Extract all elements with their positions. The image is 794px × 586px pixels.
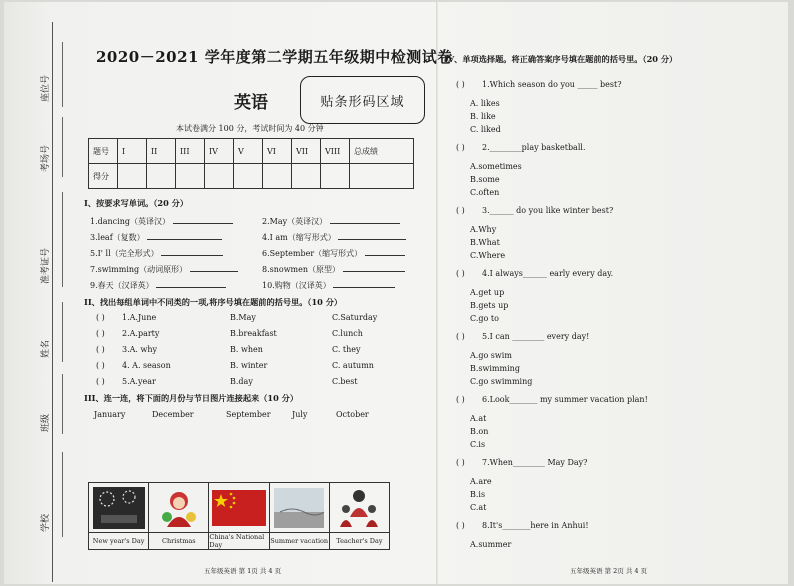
mc-option[interactable]: C.often — [470, 188, 500, 197]
answer-paren[interactable]: ( ) — [96, 377, 105, 386]
mc-option[interactable]: C.go swimming — [470, 377, 533, 386]
question-item: 10.购物（汉译英） — [262, 281, 331, 290]
score-cell: VIII — [321, 139, 350, 164]
answer-blank[interactable] — [365, 255, 405, 256]
question-item: 4.I am（缩写形式） — [262, 233, 336, 242]
question-item: 5.I' ll（完全形式） — [90, 249, 159, 258]
exam-paper — [4, 2, 788, 584]
score-table — [88, 138, 414, 189]
holiday-picture[interactable] — [209, 483, 269, 549]
month-label[interactable]: January — [94, 410, 126, 419]
score-table-score-row — [89, 164, 414, 189]
holiday-picture[interactable] — [330, 483, 389, 549]
binding-blank[interactable] — [62, 192, 63, 287]
mc-option[interactable]: B.on — [470, 427, 489, 436]
answer-paren[interactable]: ( ) — [456, 395, 465, 404]
score-input[interactable] — [234, 164, 263, 189]
option-b: B.day — [230, 377, 253, 386]
score-cell: 题号 — [89, 139, 118, 164]
mc-option[interactable]: A.at — [470, 414, 487, 423]
question-item: 3.leaf（复数） — [90, 233, 145, 242]
option-a: 1.A.June — [122, 313, 157, 322]
binding-blank[interactable] — [62, 302, 63, 362]
score-cell: VI — [263, 139, 292, 164]
section4-heading: IV、单项选择题。将正确答案序号填在题前的括号里。（20 分） — [444, 54, 678, 64]
mc-option[interactable]: A.summer — [470, 540, 512, 549]
question-item: 8.snowmen（原型） — [262, 265, 341, 274]
teacher-students-icon — [336, 487, 382, 529]
answer-paren[interactable]: ( ) — [456, 521, 465, 530]
page-fold — [436, 2, 438, 584]
mc-option[interactable]: B.some — [470, 175, 500, 184]
holiday-picture[interactable] — [270, 483, 330, 549]
question-item: 1.dancing（英译汉） — [90, 217, 170, 226]
mc-option[interactable]: B.is — [470, 490, 486, 499]
china-flag-icon — [212, 490, 266, 526]
option-a: 5.A.year — [122, 377, 156, 386]
score-cell: II — [147, 139, 176, 164]
mc-question: 5.I can ________ every day! — [482, 332, 590, 341]
option-c: C.best — [332, 377, 358, 386]
answer-blank[interactable] — [330, 223, 400, 224]
holiday-caption: China's National Day — [209, 532, 268, 549]
option-c: C. they — [332, 345, 361, 354]
answer-paren[interactable]: ( ) — [456, 332, 465, 341]
score-input[interactable] — [292, 164, 321, 189]
binding-label-exam-number: 准考证号 — [41, 247, 51, 284]
mc-option[interactable]: A.get up — [470, 288, 505, 297]
month-label[interactable]: July — [292, 410, 308, 419]
binding-blank[interactable] — [62, 117, 63, 177]
footer-page-left: 五年级英语 第 1页 共 4 页 — [204, 567, 282, 575]
mc-option[interactable]: B.gets up — [470, 301, 509, 310]
holiday-caption: Christmas — [149, 532, 208, 549]
score-table-header-row — [89, 139, 414, 164]
mc-question: 2.________play basketball. — [482, 143, 586, 152]
option-a: 2.A.party — [122, 329, 160, 338]
answer-paren[interactable]: ( ) — [96, 329, 105, 338]
mc-option[interactable]: A.are — [470, 477, 492, 486]
score-cell: III — [176, 139, 205, 164]
score-cell: 总成绩 — [350, 139, 414, 164]
holiday-caption: Summer vacation — [270, 532, 329, 549]
mc-question: 7.When________ May Day? — [482, 458, 588, 467]
binding-label-school: 学校 — [41, 513, 51, 532]
score-input[interactable] — [147, 164, 176, 189]
score-input[interactable] — [350, 164, 414, 189]
answer-blank[interactable] — [338, 239, 406, 240]
option-c: C.lunch — [332, 329, 363, 338]
binding-blank[interactable] — [62, 374, 63, 434]
binding-line — [52, 22, 53, 582]
mc-question: 6.Look_______ my summer vacation plan! — [482, 395, 648, 404]
binding-blank[interactable] — [62, 452, 63, 537]
santa-icon — [157, 487, 201, 529]
binding-label-class: 班级 — [41, 413, 51, 432]
score-input[interactable] — [118, 164, 147, 189]
binding-label-seat: 座位号 — [41, 74, 51, 102]
month-label[interactable]: December — [152, 410, 194, 419]
option-a: 3.A. why — [122, 345, 158, 354]
answer-paren[interactable]: ( ) — [456, 269, 465, 278]
score-input[interactable] — [176, 164, 205, 189]
mc-option[interactable]: C.is — [470, 440, 486, 449]
holiday-caption: New year's Day — [89, 532, 148, 549]
mc-option[interactable]: A. likes — [470, 99, 500, 108]
answer-paren[interactable]: ( ) — [96, 345, 105, 354]
answer-paren[interactable]: ( ) — [456, 143, 465, 152]
option-c: C. autumn — [332, 361, 374, 370]
binding-blank[interactable] — [62, 42, 63, 107]
score-cell: V — [234, 139, 263, 164]
question-item: 7.swimming（动词原形） — [90, 265, 188, 274]
score-cell: 得分 — [89, 164, 118, 189]
question-item: 6.September（缩写形式） — [262, 249, 363, 258]
binding-label-room: 考场号 — [41, 144, 51, 172]
score-input[interactable] — [321, 164, 350, 189]
score-cell: VII — [292, 139, 321, 164]
beach-icon — [274, 488, 324, 528]
month-label[interactable]: September — [226, 410, 271, 419]
option-b: B.May — [230, 313, 256, 322]
option-c: C.Saturday — [332, 313, 378, 322]
exam-title: 2020－2021 学年度第二学期五年级期中检测试卷 — [96, 48, 453, 66]
exam-note: 本试卷满分 100 分，考试时间为 40 分钟 — [176, 124, 324, 133]
option-b: B.breakfast — [230, 329, 277, 338]
answer-blank[interactable] — [343, 271, 405, 272]
subject-title: 英语 — [234, 93, 268, 113]
holiday-pictures — [88, 482, 390, 550]
answer-blank[interactable] — [190, 271, 238, 272]
mc-question: 3.______ do you like winter best? — [482, 206, 614, 215]
mc-option[interactable]: C.Where — [470, 251, 506, 260]
holiday-picture[interactable] — [149, 483, 209, 549]
mc-option[interactable]: C. liked — [470, 125, 501, 134]
mc-option[interactable]: C.go to — [470, 314, 499, 323]
mc-option[interactable]: A.go swim — [470, 351, 512, 360]
mc-option[interactable]: A.Why — [470, 225, 497, 234]
mc-option[interactable]: B.What — [470, 238, 500, 247]
mc-option[interactable]: A.sometimes — [470, 162, 522, 171]
score-cell: IV — [205, 139, 234, 164]
barcode-area: 贴条形码区域 — [300, 76, 425, 124]
holiday-caption: Teacher's Day — [330, 532, 389, 549]
footer-page-right: 五年级英语 第 2页 共 4 页 — [570, 567, 648, 575]
section2-heading: II、找出每组单词中不同类的一项,将序号填在题前的括号里。（10 分） — [84, 297, 343, 307]
mc-option[interactable]: C.at — [470, 503, 487, 512]
mc-question: 8.It's_______here in Anhui! — [482, 521, 589, 530]
answer-blank[interactable] — [156, 287, 226, 288]
answer-blank[interactable] — [161, 255, 223, 256]
mc-option[interactable]: B. like — [470, 112, 496, 121]
score-input[interactable] — [205, 164, 234, 189]
option-b: B. when — [230, 345, 263, 354]
answer-paren[interactable]: ( ) — [96, 313, 105, 322]
section1-heading: I、按要求写单词。（20 分） — [84, 198, 189, 208]
answer-paren[interactable]: ( ) — [456, 458, 465, 467]
question-item: 9.春天（汉译英） — [90, 281, 154, 290]
score-cell: I — [118, 139, 147, 164]
option-b: B. winter — [230, 361, 268, 370]
answer-paren[interactable]: ( ) — [456, 80, 465, 89]
section3-heading: III、连一连，将下面的月份与节日图片连接起来（10 分） — [84, 393, 299, 403]
mc-option[interactable]: B.swimming — [470, 364, 520, 373]
answer-paren[interactable]: ( ) — [96, 361, 105, 370]
holiday-picture[interactable] — [89, 483, 149, 549]
option-a: 4. A. season — [122, 361, 171, 370]
answer-blank[interactable] — [173, 223, 233, 224]
question-item: 2.May（英译汉） — [262, 217, 328, 226]
score-input[interactable] — [263, 164, 292, 189]
mc-question: 4.I always______ early every day. — [482, 269, 614, 278]
answer-blank[interactable] — [333, 287, 395, 288]
fireworks-icon — [93, 487, 145, 529]
month-label[interactable]: October — [336, 410, 369, 419]
mc-question: 1.Which season do you _____ best? — [482, 80, 622, 89]
binding-label-name: 姓名 — [41, 339, 51, 358]
answer-paren[interactable]: ( ) — [456, 206, 465, 215]
answer-blank[interactable] — [147, 239, 222, 240]
